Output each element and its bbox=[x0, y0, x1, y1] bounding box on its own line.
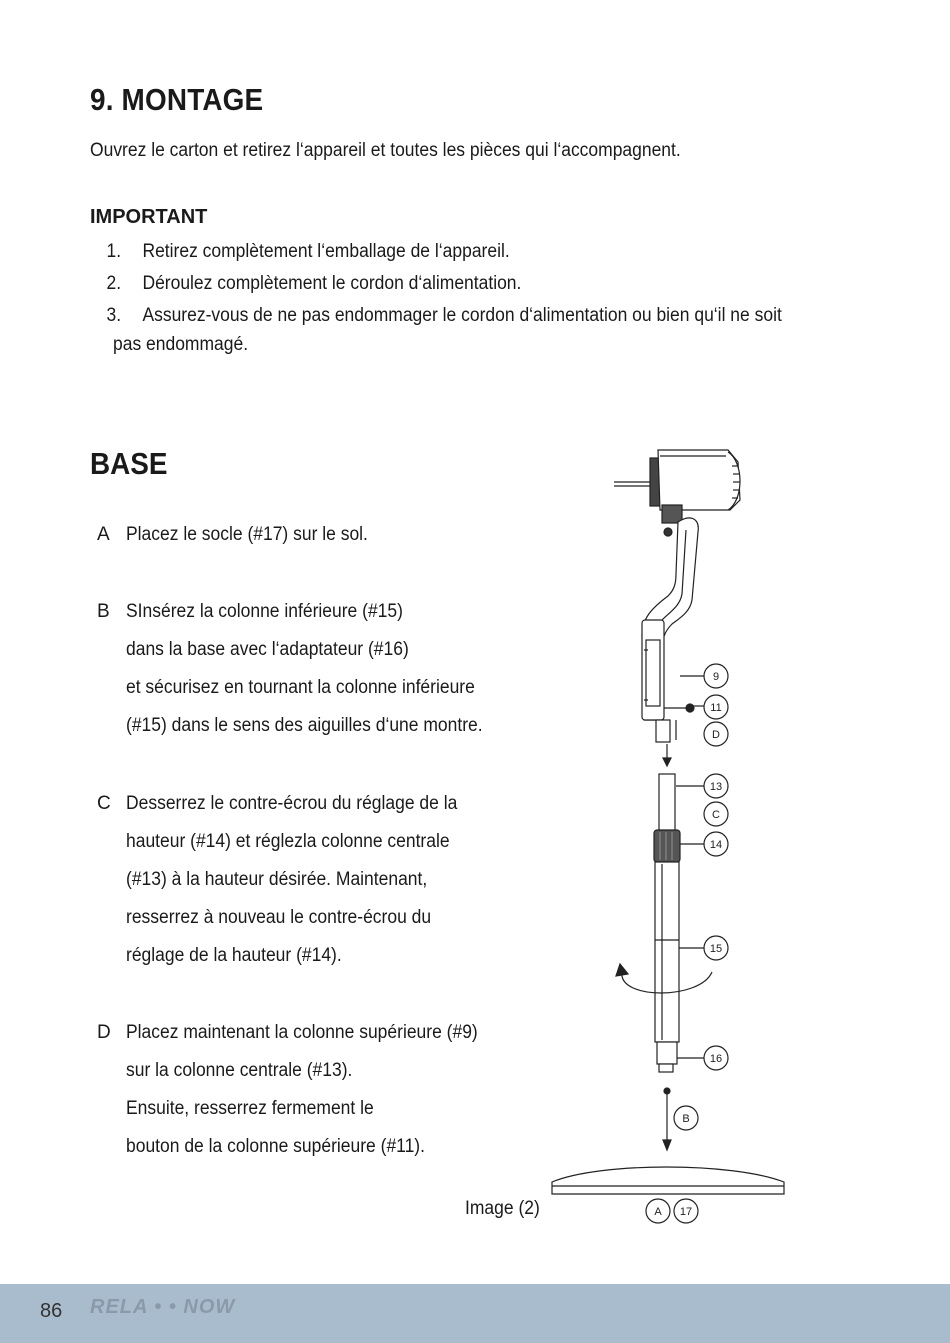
step-line: Placez maintenant la colonne supérieure (#9) bbox=[126, 1022, 478, 1043]
list-item bbox=[90, 268, 789, 300]
step-line: SInsérez la colonne inférieure (#15) bbox=[126, 601, 403, 622]
step-line: resserrez à nouveau le contre-écrou du bbox=[126, 907, 432, 928]
page-footer bbox=[0, 1284, 950, 1343]
step-letter: A bbox=[97, 524, 110, 545]
brand-logo bbox=[90, 1296, 235, 1319]
label-14: 14 bbox=[709, 839, 723, 851]
step-line: hauteur (#14) et réglezla colonne centrale bbox=[126, 831, 450, 852]
page-number: 86 bbox=[40, 1300, 63, 1322]
intro-text: Ouvrez le carton et retirez l‘appareil et toutes les pièces qui l‘accompagnent. bbox=[90, 140, 681, 161]
step-line: sur la colonne centrale (#13). bbox=[126, 1060, 353, 1081]
step-line: réglage de la hauteur (#14). bbox=[126, 945, 342, 966]
list-item bbox=[90, 300, 789, 332]
list-item bbox=[90, 236, 789, 268]
center-column bbox=[654, 774, 680, 1072]
step-line: Ensuite, resserrez fermement le bbox=[126, 1098, 374, 1119]
step-letter: C bbox=[97, 793, 111, 814]
label-15: 15 bbox=[709, 943, 723, 955]
label-17: 17 bbox=[679, 1206, 693, 1218]
label-11: 11 bbox=[710, 702, 722, 714]
list-item-continuation: pas endommagé. bbox=[113, 334, 249, 355]
image-caption: Image (2) bbox=[465, 1198, 540, 1219]
brand-logo-text: RELA • • NOW bbox=[90, 1296, 236, 1318]
step-line: Placez le socle (#17) sur le sol. bbox=[126, 524, 368, 545]
step-line: dans la base avec l‘adaptateur (#16) bbox=[126, 639, 409, 660]
section-title-base: BASE bbox=[90, 446, 168, 481]
label-13: 13 bbox=[709, 781, 723, 793]
item-text: Assurez-vous de ne pas endommager le cordon d‘alimentation ou bien qu‘il ne soit bbox=[142, 305, 782, 326]
item-text: Retirez complètement l‘emballage de l‘appareil. bbox=[142, 241, 510, 262]
step-line: (#15) dans le sens des aiguilles d‘une montre. bbox=[126, 715, 483, 736]
step-letter: D bbox=[97, 1022, 111, 1043]
assembly-diagram bbox=[540, 440, 810, 1230]
step-line: Desserrez le contre-écrou du réglage de la bbox=[126, 793, 458, 814]
label-d: D bbox=[712, 729, 720, 741]
item-text: Déroulez complètement le cordon d‘alimentation. bbox=[142, 273, 522, 294]
base-plate bbox=[552, 1167, 784, 1194]
upper-column bbox=[642, 518, 698, 742]
label-16: 16 bbox=[709, 1053, 723, 1065]
fan-head bbox=[614, 450, 740, 536]
item-number: 3. bbox=[106, 305, 122, 326]
step-line: et sécurisez en tournant la colonne inférieure bbox=[126, 677, 475, 698]
label-9: 9 bbox=[712, 671, 720, 683]
item-number: 2. bbox=[106, 273, 122, 294]
label-a: A bbox=[654, 1206, 662, 1218]
important-heading: IMPORTANT bbox=[90, 206, 208, 228]
step-line: bouton de la colonne supérieure (#11). bbox=[126, 1136, 425, 1157]
label-c: C bbox=[712, 809, 720, 821]
label-b: B bbox=[682, 1113, 690, 1125]
step-letter: B bbox=[97, 601, 110, 622]
step-line: (#13) à la hauteur désirée. Maintenant, bbox=[126, 869, 428, 890]
section-title-montage: 9. MONTAGE bbox=[90, 82, 264, 117]
important-list bbox=[90, 236, 850, 332]
item-number: 1. bbox=[106, 241, 122, 262]
